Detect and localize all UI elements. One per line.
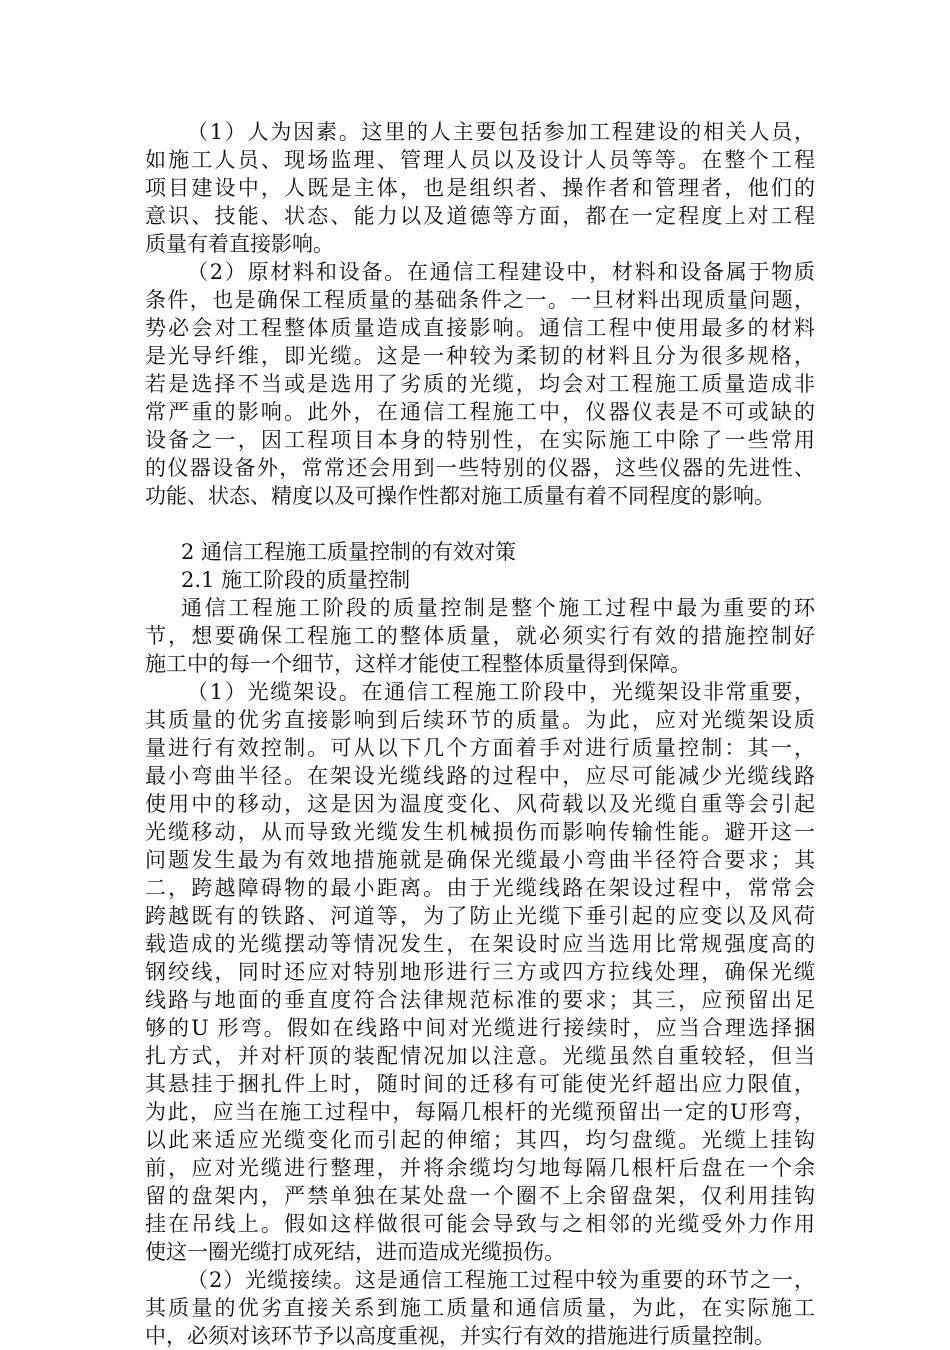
text-line: 留的盘架内，严禁单独在某处盘一个圈不上余留盘架，仅利用挂钩	[145, 1184, 815, 1208]
text-line: 使这一圈光缆打成死结，进而造成光缆损伤。	[145, 1240, 565, 1264]
text-line: （2）光缆接续。这是通信工程施工过程中较为重要的环节之一，	[187, 1268, 815, 1292]
text-line: 施工中的每一个细节，这样才能使工程整体质量得到保障。	[145, 652, 691, 676]
text-line: 项目建设中，人既是主体，也是组织者、操作者和管理者，他们的	[145, 176, 815, 200]
text-line: 其悬挂于捆扎件上时，随时间的迁移有可能使光纤超出应力限值，	[145, 1072, 815, 1096]
text-line: 通信工程施工阶段的质量控制是整个施工过程中最为重要的环	[181, 596, 815, 620]
text-line: 若是选择不当或是选用了劣质的光缆，均会对工程施工质量造成非	[145, 372, 815, 396]
text-line: 常严重的影响。此外，在通信工程施工中，仪器仪表是不可或缺的	[145, 400, 815, 424]
subsection-heading: 2.1 施工阶段的质量控制	[181, 568, 411, 592]
text-line: 跨越既有的铁路、河道等，为了防止光缆下垂引起的应变以及风荷	[145, 904, 815, 928]
text-line: 二，跨越障碍物的最小距离。由于光缆线路在架设过程中，常常会	[145, 876, 815, 900]
paragraph-cable-splicing	[145, 1266, 815, 1350]
text-line: 以此来适应光缆变化而引起的伸缩；其四，均匀盘缆。光缆上挂钩	[145, 1128, 815, 1152]
text-line: 光缆移动，从而导致光缆发生机械损伤而影响传输性能。避开这一	[145, 820, 815, 844]
text-line: 是光导纤维，即光缆。这是一种较为柔韧的材料且分为很多规格，	[145, 344, 815, 368]
paragraph-gap	[145, 510, 815, 538]
paragraph-materials-equipment	[145, 258, 815, 510]
text-line: 前，应对光缆进行整理，并将余缆均匀地每隔几根杆后盘在一个余	[145, 1156, 815, 1180]
text-line: 势必会对工程整体质量造成直接影响。通信工程中使用最多的材料	[145, 316, 815, 340]
text-line: 其质量的优劣直接关系到施工质量和通信质量，为此，在实际施工	[145, 1296, 815, 1320]
text-line: 挂在吊线上。假如这样做很可能会导致与之相邻的光缆受外力作用	[145, 1212, 815, 1236]
text-line: 条件，也是确保工程质量的基础条件之一。一旦材料出现质量问题，	[145, 288, 815, 312]
text-line: （1）人为因素。这里的人主要包括参加工程建设的相关人员，	[187, 120, 815, 144]
text-line: 使用中的移动，这是因为温度变化、风荷载以及光缆自重等会引起	[145, 792, 815, 816]
paragraph-human-factors	[145, 118, 815, 258]
text-line: 够的U 形弯。假如在线路中间对光缆进行接续时，应当合理选择捆	[145, 1016, 815, 1040]
text-line: 最小弯曲半径。在架设光缆线路的过程中，应尽可能减少光缆线路	[145, 764, 815, 788]
text-line: 为此，应当在施工过程中，每隔几根杆的光缆预留出一定的U形弯，	[145, 1100, 815, 1124]
text-line: 节，想要确保工程施工的整体质量，就必须实行有效的措施控制好	[145, 624, 815, 648]
text-line: 量进行有效控制。可从以下几个方面着手对进行质量控制：其一，	[145, 736, 815, 760]
text-line: 载造成的光缆摆动等情况发生，在架设时应当选用比常规强度高的	[145, 932, 815, 956]
text-line: 的仪器设备外，常常还会用到一些特别的仪器，这些仪器的先进性、	[145, 456, 815, 480]
text-line: （1）光缆架设。在通信工程施工阶段中，光缆架设非常重要，	[187, 680, 815, 704]
text-line: 如施工人员、现场监理、管理人员以及设计人员等等。在整个工程	[145, 148, 815, 172]
section-heading: 2 通信工程施工质量控制的有效对策	[181, 540, 517, 564]
document-body	[145, 118, 815, 1350]
text-line: 中，必须对该环节予以高度重视，并实行有效的措施进行质量控制。	[145, 1324, 775, 1348]
text-line: 钢绞线，同时还应对特别地形进行三方或四方拉线处理，确保光缆	[145, 960, 815, 984]
text-line: 线路与地面的垂直度符合法律规范标准的要求；其三，应预留出足	[145, 988, 815, 1012]
paragraph-cable-erection	[145, 678, 815, 1266]
text-line: 扎方式，并对杆顶的装配情况加以注意。光缆虽然自重较轻，但当	[145, 1044, 815, 1068]
text-line: （2）原材料和设备。在通信工程建设中，材料和设备属于物质	[187, 260, 815, 284]
paragraph-construction-intro	[145, 594, 815, 678]
text-line: 意识、技能、状态、能力以及道德等方面，都在一定程度上对工程	[145, 204, 815, 228]
text-line: 质量有着直接影响。	[145, 232, 334, 256]
text-line: 问题发生最为有效地措施就是确保光缆最小弯曲半径符合要求；其	[145, 848, 815, 872]
text-line: 设备之一，因工程项目本身的特别性，在实际施工中除了一些常用	[145, 428, 815, 452]
text-line: 其质量的优劣直接影响到后续环节的质量。为此，应对光缆架设质	[145, 708, 815, 732]
text-line: 功能、状态、精度以及可操作性都对施工质量有着不同程度的影响。	[145, 484, 775, 508]
